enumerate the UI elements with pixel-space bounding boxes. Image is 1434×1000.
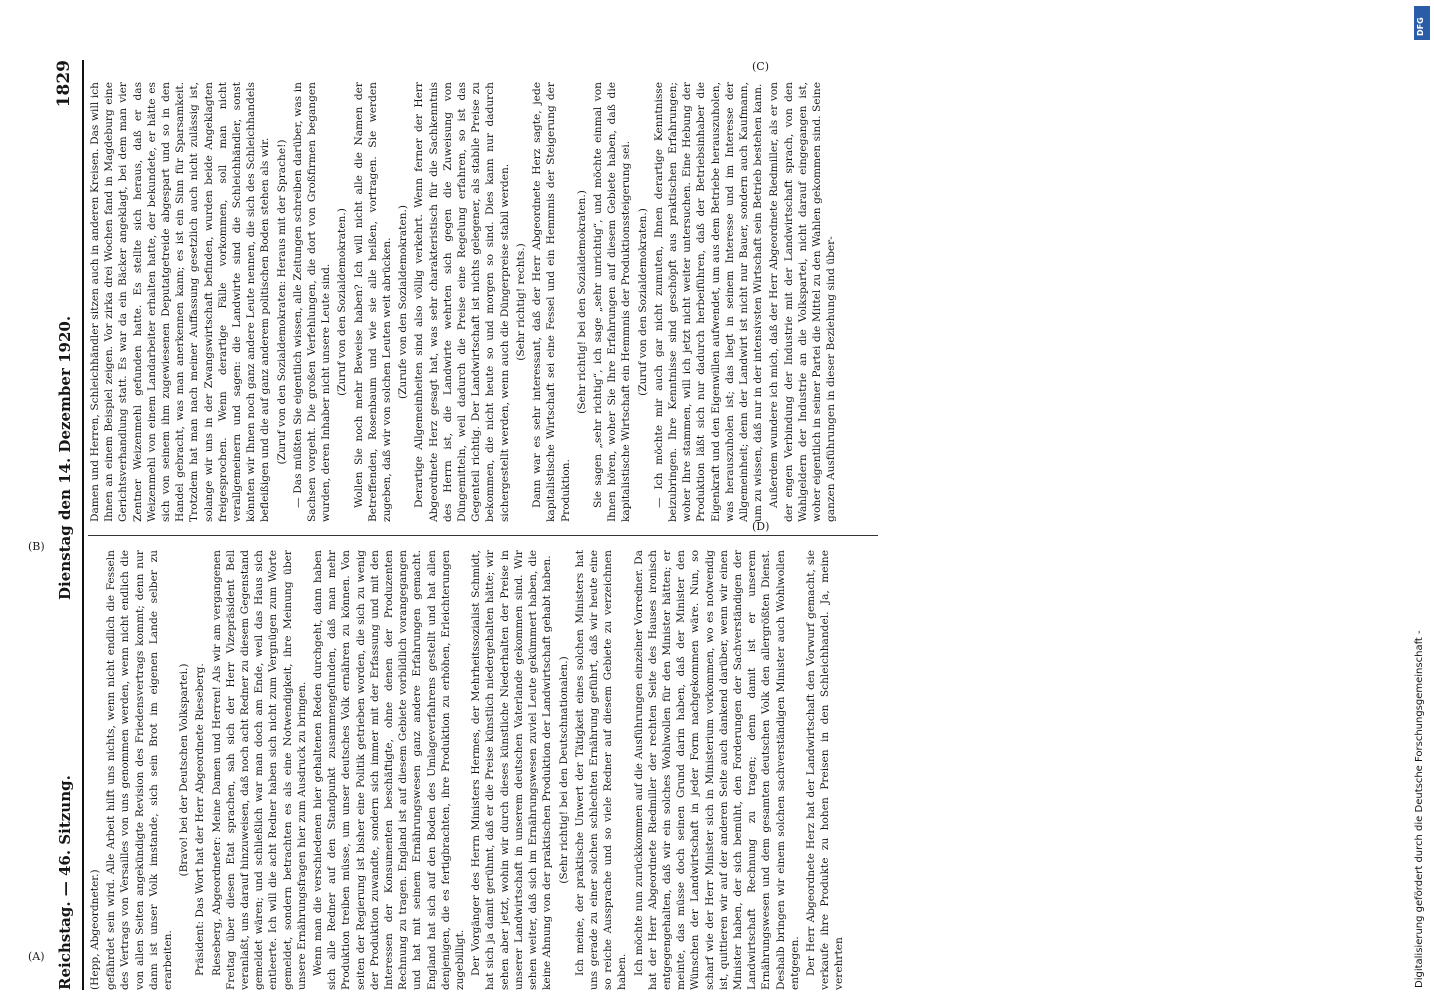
- paragraph: Derartige Allgemeinheiten sind also völlig verkehrt. Wenn ferner der Herr Abgeordnete Herz gesagt hat, was sehr charakteristisch für die Sachkenntnis des Herrn ist, die Landwirte wehrten sich gegen die Zuweisung von Düngemitteln, weil dadurch die Preise eine Regelung erfahren, so ist das Gegenteil richtig. Der Landwirtschaft ist nichts gelegener, als stabile Preise zu bekommen, die nicht heute so und morgen so sind. Dies kann nur dadurch sichergestellt werden, wenn auch die Düngerpreise stabil werden.: [413, 82, 511, 522]
- dfg-logo: [1414, 6, 1430, 40]
- paragraph: — Ich möchte mir auch gar nicht zumuten, Ihnen derartige Kenntnisse beizubringen. Ihre Kenntnisse sind geschöpft aus praktischen Erfahrungen; woher Ihre stammen, will ich jetzt nicht weiter untersuchen. Eine Hebung der Produktion läßt sich nur dadurch herbeiführen, daß der Betriebsinhaber die Eigenkraft und den Eigenwillen aufwendet, um aus dem Betriebe herauszuholen, was herauszuholen ist; das liegt in seinem Interesse und im Interesse der Allgemeinheit; denn der Landwirt ist nicht nur Bauer, sondern auch Kaufmann, um zu wissen, daß nur in der intensivsten Wirtschaft sein Betrieb bestehen kann.: [652, 82, 765, 522]
- paragraph: Der Vorgänger des Herrn Ministers Hermes, der Mehrheitssozialist Schmidt, hat sich ja damit gerühmt, daß er die Preise künstlich niedergehalten hätte; wir sehen aber jetzt, wohin wir durch dieses künstliche Niederhalten der Preise in unserer Landwirtschaft in unserem deutschen Vaterlande gekommen sind. Wir sehen weiter, daß sich im Ernährungswesen zuviel Leute gekümmert haben, die keine Ahnung von der praktischen Produktion der Landwirtschaft gehabt haben.: [470, 550, 554, 990]
- left-column: [88, 550, 878, 990]
- interjection: (Zuruf von den Sozialdemokraten.): [636, 208, 649, 396]
- paragraph: Damen und Herren, Schleichhändler sitzen auch in anderen Kreisen. Das will ich Ihnen an einem Beispiel zeigen. Vor zirka drei Wochen fand in Magdeburg eine Gerichtsverhandlung statt. Es war da ein Bäcker angeklagt, bei dem man vier Zentner Weizenmehl gefunden hatte. Es stellte sich heraus, daß er das Weizenmehl von einem Landarbeiter erhalten hatte, der bekundete, er hätte es sich von seinem ihm zugewiesenen Deputatgetreide abgespart und so in den Handel gebracht, was man anerkennen kann; es ist ein Sinn für Sparsamkeit. Trotzdem hat man nach meiner Auffassung gesetzlich auch nicht zulässig ist, solange wir uns in der Zwangswirtschaft befinden, wurden beide Angeklagten freigesprochen. Wenn derartige Fälle vorkommen, soll man nicht verallgemeinern und sagen: die Landwirte sind die Schleichhändler, sonst könnten wir Ihnen noch ganz andere Leute nennen, die sich des Schleichhandels befleißigen und die auf ganz anderem politischen Boden stehen als wir.: [89, 82, 272, 522]
- page-header: [52, 60, 84, 990]
- paragraph: Außerdem wundere ich mich, daß der Herr Abgeordnete Riedmiller, als er von der engen Verbindung der Industrie mit der Landwirtschaft sprach, von den Wahlgeldern der Industrie an die Volkspartei, nicht darauf eingegangen ist, woher eigentlich in seiner Partei die Mittel zu den Wahlen gekommen sind. Seine ganzen Ausführungen in dieser Beziehung sind über-: [768, 82, 838, 522]
- paragraph: gefährdet sein wird. Alle Arbeit hilft uns nichts, wenn nicht endlich die Fesseln des Vertrags von Versailles von uns genommen werden, wenn nicht endlich die von allen Seiten angekündigte Revision des Friedensvertrags kommt; denn nur dann ist unser Volk imstande, sich sein Brot im eigenen Lande selber zu erarbeiten.: [105, 550, 175, 990]
- interjection: (Zuruf von den Sozialdemokraten.): [336, 208, 349, 396]
- interjection: (Sehr richtig! bei den Deutschnationalen.): [557, 656, 570, 884]
- interjection: (Zuruf von den Sozialdemokraten: Heraus mit der Sprache!): [275, 139, 288, 465]
- paragraph: Wenn man die verschiedenen hier gehaltenen Reden durchgeht, dann haben sich alle Redner auf den Standpunkt zusammengefunden, daß man mehr Produktion treiben müsse, um unser deutsches Volk ernähren zu können. Von seiten der Regierung ist bisher eine Politik getrieben worden, die sich zu wenig der Produktion zuwandte, sondern sich immer mit der Erfassung und mit den Interessen der Konsumenten beschäftigte, ohne denen der Produzenten Rechnung zu tragen. England ist auf diesem Gebiete vorbildlich vorangegangen und hat mit seinem Ernährungswesen ganz andere Erfahrungen gemacht. England hat sich auf den Boden des Umlageverfahrens gestellt und hat allen denjenigen, die es fertigbrachten, ihre Produktion zu erhöhen, Erleichterungen zugebilligt.: [312, 550, 467, 990]
- paragraph: Rieseberg, Abgeordneter: Meine Damen und Herren! Als wir am vergangenen Freitag über diesen Etat sprachen, sah sich der Herr Vizepräsident Bell veranlaßt, uns darauf hinzuweisen, daß noch acht Redner zu diesem Gegenstand gemeldet wären; und schließlich war man doch am Ende, weil das Haus sich entleerte. Ich will die acht Redner haben sich nicht zum Vergnügen zum Worte gemeldet, sondern betrachten es als eine Notwendigkeit, ihre Meinung über unsere Ernährungsfragen hier zum Ausdruck zu bringen.: [210, 550, 308, 990]
- interjection: (Bravo! bei der Deutschen Volkspartei.): [178, 663, 191, 877]
- dfg-logo-text: DFG: [1416, 17, 1425, 36]
- digitization-text: Digitalisierung gefördert durch die Deutsche Forschungsgemeinschaft -: [1414, 630, 1425, 988]
- paragraph: Ich meine, der praktische Unwert der Tätigkeit eines solchen Ministers hat uns gerade zu einer solchen schlechten Ernährung geführt, daß wir heute eine so reiche Aussprache und so viele Redner auf diesem Gebiete zu verzeichnen haben.: [573, 550, 629, 990]
- margin-marker-b: (B): [28, 540, 45, 553]
- margin-marker-d: (D): [752, 520, 770, 533]
- speaker-continuation: (Hepp, Abgeordneter.): [89, 869, 101, 990]
- page-number: 1829: [54, 60, 74, 108]
- digitization-note: [1410, 8, 1432, 988]
- margin-marker-c: (C): [752, 60, 769, 73]
- paragraph: Dann war es sehr interessant, daß der Herr Abgeordnete Herz sagte, jede kapitalistische Wirtschaft sei eine Fessel und ein Hemmnis der Steigerung der Produktion.: [531, 82, 572, 522]
- paragraph: Wollen Sie noch mehr Beweise haben? Ich will nicht alle die Namen der Betreffenden, Rosenbaum und wie sie alle heißen, vortragen. Sie werden zugeben, daß wir von solchen Leuten weit abrücken.: [352, 82, 394, 522]
- paragraph: Ich möchte nun zurückkommen auf die Ausführungen einzelner Vorredner. Da hat der Herr Abgeordnete Riedmiller der rechten Seite des Hauses ironisch entgegengehalten, daß wir ein solches Wohlwollen für den Minister hätten; er meinte, das müsse doch seinen Grund darin haben, daß der Minister den Wünschen der Landwirtschaft in jeder Form nachgekommen wäre. Nun, so scharf wie der Herr Minister sich in Ministerium vorkommen, wo es notwendig ist, quittieren wir auf der anderen Seite auch dankend darüber, wenn wir einen Minister haben, der sich bemüht, den Forderungen der Sachverständigen der Landwirtschaft Rechnung zu tragen; denn damit ist er unserem Ernährungswesen und dem gesamten deutschen Volk den allergrößten Dienst. Deshalb bringen wir einem solchen sachverständigen Minister auch Wohlwollen entgegen.: [632, 550, 801, 990]
- paragraph: Präsident: Das Wort hat der Herr Abgeordnete Rieseberg.: [194, 663, 207, 976]
- paragraph: Der Herr Abgeordnete Herz hat der Landwirtschaft den Vorwurf gemacht, sie verkaufe ihre Produkte zu hohen Preisen in den Schleichhandel. Ja, meine verehrten: [804, 550, 846, 990]
- right-column: [88, 82, 878, 522]
- interjection: (Sehr richtig! bei den Sozialdemokraten.): [575, 190, 588, 414]
- margin-marker-a: (A): [28, 950, 45, 963]
- header-date: Dienstag den 14. Dezember 1920.: [56, 315, 74, 600]
- header-left: Reichstag. — 46. Sitzung.: [56, 775, 74, 990]
- paragraph: Sie sagen „sehr richtig“, ich sage „sehr unrichtig“, und möchte einmal von Ihnen hören, woher Sie Ihre Erfahrungen auf diesem Gebiete haben, daß die kapitalistische Wirtschaft ein Hemmnis der Produktionssteigerung sei.: [591, 82, 633, 522]
- column-divider: [88, 535, 878, 536]
- interjection: (Zurufe von den Sozialdemokraten.): [397, 205, 410, 399]
- paragraph: — Das müßten Sie eigentlich wissen, alle Zeitungen schreiben darüber, was in Sachsen vorgeht. Die großen Verfehlungen, die dort von Großfirmen begangen wurden, deren Inhaber nicht unsere Leute sind.: [291, 82, 333, 522]
- interjection: (Sehr richtig! rechts.): [514, 243, 527, 361]
